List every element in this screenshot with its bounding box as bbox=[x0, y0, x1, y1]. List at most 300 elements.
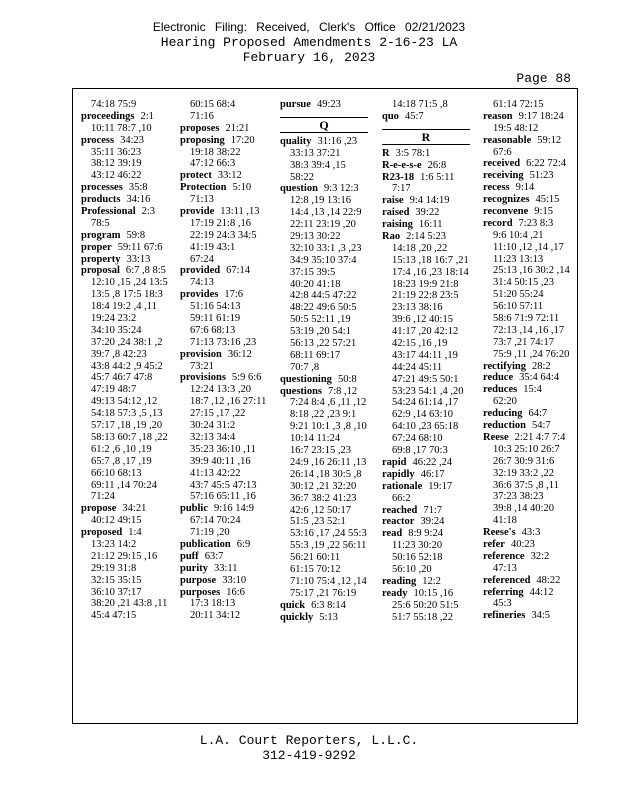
index-term: R-e-e-s-e bbox=[382, 159, 422, 171]
index-term: reduces bbox=[483, 384, 518, 396]
index-entry bbox=[180, 289, 275, 301]
index-continuation: 49:13 54:12 ,12 bbox=[91, 396, 158, 408]
index-continuation: 41:13 42:22 bbox=[190, 467, 241, 479]
index-refs: 64:7 bbox=[528, 408, 548, 420]
index-continuation: 69:11 ,14 70:24 bbox=[91, 479, 157, 491]
index-entry bbox=[382, 588, 477, 600]
index-continuation: 39:9 40:11 ,16 bbox=[190, 455, 251, 467]
index-continuation: 72:13 ,14 ,16 ,17 bbox=[493, 324, 565, 336]
index-term: proposal bbox=[81, 265, 120, 277]
index-term: propose bbox=[81, 503, 117, 515]
index-term: provide bbox=[180, 206, 215, 218]
index-continuation: 15:13 ,18 16:7 ,21 bbox=[392, 254, 469, 266]
index-entry bbox=[382, 160, 477, 172]
index-entry bbox=[483, 194, 578, 206]
index-continuation: 75:9 ,11 ,24 76:20 bbox=[493, 348, 570, 360]
index-continuation: 56:21 60:11 bbox=[290, 552, 341, 564]
index-refs: 50:8 bbox=[337, 373, 357, 385]
index-continuation: 19:5 48:12 bbox=[493, 122, 539, 134]
index-continuation: 41:18 bbox=[493, 515, 517, 527]
index-continuation: 73:7 ,21 74:17 bbox=[493, 336, 554, 348]
index-term: provides bbox=[180, 289, 219, 301]
index-continuation: 25:6 50:20 51:5 bbox=[392, 599, 459, 611]
index-continuation: 62:9 ,14 63:10 bbox=[392, 409, 453, 421]
index-continuation: 38:20 ,21 43:8 ,11 bbox=[91, 598, 168, 610]
index-entry bbox=[180, 182, 275, 194]
index-entry bbox=[280, 136, 375, 148]
index-refs: 33:10 bbox=[222, 574, 247, 586]
index-refs: 7:23 8:3 bbox=[518, 217, 554, 229]
index-continuation: 9:21 10:1 ,3 ,8 ,10 bbox=[290, 421, 367, 433]
index-continuation: 53:23 54:1 ,4 ,20 bbox=[392, 385, 464, 397]
index-term: received bbox=[483, 158, 521, 170]
index-continuation: 37:23 38:23 bbox=[493, 491, 544, 503]
index-continuation: 39:6 ,12 40:15 bbox=[392, 314, 453, 326]
index-entry bbox=[280, 374, 375, 386]
section-letter: Q bbox=[280, 117, 368, 133]
index-entry bbox=[483, 408, 578, 420]
index-term: protect bbox=[180, 170, 212, 182]
index-entry bbox=[180, 575, 275, 587]
index-entry bbox=[81, 503, 176, 515]
index-term: purposes bbox=[180, 586, 221, 598]
index-term: R23-18 bbox=[382, 171, 415, 183]
index-continuation: 36:7 38:2 41:23 bbox=[290, 492, 357, 504]
index-entry bbox=[483, 361, 578, 373]
index-continuation: 47:21 49:5 50:1 bbox=[392, 373, 459, 385]
index-entry bbox=[81, 194, 176, 206]
index-continuation: 56:13 ,22 57:21 bbox=[290, 338, 357, 350]
index-term: R bbox=[382, 147, 390, 159]
index-entry bbox=[483, 206, 578, 218]
index-continuation: 32:15 35:15 bbox=[91, 574, 142, 586]
index-refs: 5:9 6:6 bbox=[231, 372, 262, 384]
index-entry bbox=[483, 551, 578, 563]
index-term: reactor bbox=[382, 516, 415, 528]
index-continuation: 7:17 bbox=[392, 183, 411, 195]
index-continuation: 43:8 44:2 ,9 45:2 bbox=[91, 360, 163, 372]
index-continuation: 30:12 ,21 32:20 bbox=[290, 480, 357, 492]
index-frame bbox=[72, 88, 578, 724]
index-refs: 32:2 bbox=[530, 550, 550, 562]
index-continuation: 66:2 bbox=[392, 492, 411, 504]
index-refs: 36:12 bbox=[227, 348, 252, 360]
index-continuation: 62:20 bbox=[493, 396, 517, 408]
index-continuation: 17:19 21:8 ,16 bbox=[190, 217, 251, 229]
index-refs: 19:17 bbox=[428, 480, 453, 492]
index-column-4 bbox=[382, 99, 477, 623]
index-refs: 34:21 bbox=[122, 503, 147, 515]
index-refs: 51:23 bbox=[529, 170, 554, 182]
index-entry bbox=[483, 158, 578, 170]
index-continuation: 71:16 bbox=[190, 110, 214, 122]
index-refs: 6:3 8:14 bbox=[311, 599, 346, 611]
index-continuation: 66:10 68:13 bbox=[91, 467, 142, 479]
index-continuation: 11:10 ,12 ,14 ,17 bbox=[493, 241, 564, 253]
index-entry bbox=[483, 182, 578, 194]
index-refs: 33:13 bbox=[126, 253, 151, 265]
index-refs: 17:6 bbox=[224, 289, 243, 301]
index-entry bbox=[483, 384, 578, 396]
index-term: raise bbox=[382, 195, 404, 207]
index-term: quo bbox=[382, 110, 399, 122]
index-term: ready bbox=[382, 587, 408, 599]
document-date: February 16, 2023 bbox=[242, 50, 376, 65]
index-term: processes bbox=[81, 182, 123, 194]
page-number: Page 88 bbox=[516, 71, 571, 86]
index-continuation: 14:18 71:5 ,8 bbox=[392, 99, 448, 110]
index-entry bbox=[483, 587, 578, 599]
index-entry bbox=[483, 111, 578, 123]
index-term: Reese bbox=[483, 431, 509, 443]
index-term: reduction bbox=[483, 420, 526, 432]
index-term: property bbox=[81, 253, 121, 265]
index-term: quickly bbox=[280, 611, 314, 623]
index-term: provisions bbox=[180, 372, 226, 384]
index-entry bbox=[81, 265, 176, 277]
index-entry bbox=[81, 182, 176, 194]
index-entry bbox=[180, 539, 275, 551]
index-entry bbox=[81, 230, 176, 242]
index-refs: 9:16 14:9 bbox=[214, 503, 254, 515]
index-refs: 45:7 bbox=[404, 110, 424, 122]
index-entry bbox=[280, 612, 375, 624]
index-term: publication bbox=[180, 538, 231, 550]
index-refs: 6:22 72:4 bbox=[526, 158, 567, 170]
index-entry bbox=[180, 206, 275, 218]
index-term: read bbox=[382, 528, 403, 540]
index-refs: 46:22 ,24 bbox=[412, 456, 453, 468]
index-term: reconvene bbox=[483, 206, 529, 218]
index-refs: 35:8 bbox=[128, 182, 148, 194]
index-refs: 33:11 bbox=[214, 562, 238, 574]
index-continuation: 41:17 ,20 42:12 bbox=[392, 326, 459, 338]
index-entry bbox=[180, 170, 275, 182]
document-title: Hearing Proposed Amendments 2-16-23 LA bbox=[160, 35, 458, 50]
index-entry bbox=[180, 587, 275, 599]
index-continuation: 16:7 23:15 ,23 bbox=[290, 445, 351, 457]
index-term: record bbox=[483, 217, 513, 229]
index-entry bbox=[280, 183, 375, 195]
index-refs: 54:7 bbox=[531, 420, 551, 432]
index-continuation: 37:15 39:5 bbox=[290, 266, 336, 278]
index-continuation: 42:8 44:5 47:22 bbox=[290, 290, 357, 302]
index-term: questioning bbox=[280, 373, 332, 385]
index-continuation: 71:13 bbox=[190, 194, 214, 206]
index-column-3 bbox=[280, 99, 375, 623]
index-continuation: 7:24 8:4 ,6 ,11 ,12 bbox=[290, 397, 367, 409]
index-term: proposing bbox=[180, 134, 225, 146]
index-refs: 34:16 bbox=[126, 194, 151, 206]
index-refs: 46:17 bbox=[420, 468, 445, 480]
index-continuation: 38:12 39:19 bbox=[91, 158, 142, 170]
index-continuation: 17:3 18:13 bbox=[190, 598, 236, 610]
index-refs: 44:12 bbox=[529, 586, 554, 598]
index-entry bbox=[382, 457, 477, 469]
index-continuation: 19:24 23:2 bbox=[91, 313, 137, 325]
index-continuation: 71:19 ,20 bbox=[190, 527, 230, 539]
index-continuation: 26:14 ,18 30:5 ,8 bbox=[290, 468, 362, 480]
index-term: referring bbox=[483, 586, 524, 598]
index-term: proper bbox=[81, 241, 112, 253]
index-continuation: 75:17 ,21 76:19 bbox=[290, 587, 357, 599]
index-refs: 16:6 bbox=[226, 586, 245, 598]
index-continuation: 47:19 48:7 bbox=[91, 384, 137, 396]
index-term: process bbox=[81, 134, 115, 146]
index-entry bbox=[382, 207, 477, 219]
index-continuation: 65:7 ,8 ,17 ,19 bbox=[91, 455, 152, 467]
index-entry bbox=[180, 349, 275, 361]
index-continuation: 21:12 29:15 ,16 bbox=[91, 550, 158, 562]
index-term: rationale bbox=[382, 480, 423, 492]
index-continuation: 40:12 49:15 bbox=[91, 515, 142, 527]
index-entry bbox=[382, 469, 477, 481]
index-entry bbox=[81, 527, 176, 539]
index-continuation: 34:9 35:10 37:4 bbox=[290, 254, 357, 266]
index-continuation: 56:10 ,20 bbox=[392, 563, 432, 575]
index-entry bbox=[483, 420, 578, 432]
index-continuation: 71:10 75:4 ,12 ,14 bbox=[290, 575, 367, 587]
index-refs: 43:3 bbox=[521, 527, 541, 539]
index-continuation: 21:19 22:8 23:5 bbox=[392, 290, 459, 302]
index-continuation: 34:10 35:24 bbox=[91, 324, 142, 336]
index-continuation: 68:11 69:17 bbox=[290, 349, 341, 361]
index-term: products bbox=[81, 194, 121, 206]
index-continuation: 55:3 ,19 ,22 56:11 bbox=[290, 540, 367, 552]
filing-stamp: Electronic Filing: Received, Clerk's Office 02/21/2023 bbox=[152, 20, 466, 34]
index-continuation: 58:6 71:9 72:11 bbox=[493, 313, 560, 325]
index-refs: 10:15 ,16 bbox=[413, 587, 454, 599]
index-continuation: 69:8 ,17 70:3 bbox=[392, 445, 448, 457]
index-continuation: 9:6 10:4 ,21 bbox=[493, 229, 544, 241]
index-entry bbox=[382, 505, 477, 517]
index-entry bbox=[81, 135, 176, 147]
index-continuation: 50:5 52:11 ,19 bbox=[290, 314, 351, 326]
index-term: rapid bbox=[382, 456, 407, 468]
index-continuation: 18:4 19:2 ,4 ,11 bbox=[91, 301, 157, 313]
index-term: refineries bbox=[483, 610, 526, 622]
index-entry bbox=[382, 172, 477, 184]
index-refs: 34:5 bbox=[531, 610, 551, 622]
index-continuation: 78:5 bbox=[91, 217, 110, 229]
index-entry bbox=[81, 242, 176, 254]
index-refs: 13:11 ,13 bbox=[220, 206, 260, 218]
index-continuation: 53:19 ,20 54:1 bbox=[290, 326, 351, 338]
index-entry bbox=[483, 170, 578, 182]
index-column-5 bbox=[483, 99, 578, 622]
index-continuation: 51:20 55:24 bbox=[493, 289, 544, 301]
index-continuation: 51:16 54:13 bbox=[190, 301, 241, 313]
index-continuation: 54:18 57:3 ,5 ,13 bbox=[91, 408, 163, 420]
index-term: Reese's bbox=[483, 527, 516, 539]
index-term: reading bbox=[382, 575, 417, 587]
index-refs: 40:23 bbox=[510, 538, 535, 550]
section-letter: R bbox=[382, 129, 470, 145]
index-continuation: 45:7 46:7 47:8 bbox=[91, 372, 153, 384]
index-entry bbox=[382, 195, 477, 207]
index-continuation: 32:13 34:4 bbox=[190, 431, 236, 443]
index-refs: 5:10 bbox=[232, 182, 252, 194]
index-continuation: 30:24 31:2 bbox=[190, 420, 236, 432]
index-continuation: 50:16 52:18 bbox=[392, 552, 443, 564]
index-term: program bbox=[81, 229, 121, 241]
footer-phone: 312-419-9292 bbox=[262, 748, 356, 763]
index-entry bbox=[81, 254, 176, 266]
index-continuation: 35:23 36:10 ,11 bbox=[190, 443, 256, 455]
index-continuation: 14:18 ,20 ,22 bbox=[392, 242, 448, 254]
index-term: questions bbox=[280, 385, 323, 397]
index-term: reference bbox=[483, 550, 525, 562]
index-refs: 2:14 5:23 bbox=[406, 231, 447, 243]
index-entry bbox=[180, 551, 275, 563]
index-continuation: 51:5 ,23 52:1 bbox=[290, 516, 346, 528]
index-continuation: 45:3 bbox=[493, 598, 512, 610]
index-entry bbox=[180, 372, 275, 384]
index-continuation: 53:16 ,17 ,24 55:3 bbox=[290, 528, 367, 540]
index-entry bbox=[180, 265, 275, 277]
index-continuation: 13:23 14:2 bbox=[91, 538, 137, 550]
index-continuation: 29:13 30:22 bbox=[290, 231, 341, 243]
index-refs: 7:8 ,12 bbox=[328, 385, 358, 397]
index-term: Professional bbox=[81, 206, 136, 218]
index-continuation: 27:15 ,17 ,22 bbox=[190, 408, 246, 420]
index-refs: 2:1 bbox=[140, 110, 154, 122]
index-term: provided bbox=[180, 265, 221, 277]
index-term: purpose bbox=[180, 574, 217, 586]
index-entry bbox=[483, 610, 578, 622]
index-continuation: 10:14 11:24 bbox=[290, 433, 341, 445]
index-continuation: 18:23 19:9 21:8 bbox=[392, 278, 459, 290]
index-continuation: 43:7 45:5 47:13 bbox=[190, 479, 257, 491]
index-term: raised bbox=[382, 207, 410, 219]
index-refs: 59:12 bbox=[537, 134, 562, 146]
index-continuation: 25:13 ,16 30:2 ,14 bbox=[493, 265, 570, 277]
index-continuation: 48:22 49:6 50:5 bbox=[290, 302, 357, 314]
index-term: Protection bbox=[180, 182, 227, 194]
index-entry bbox=[180, 123, 275, 135]
index-refs: 63:7 bbox=[204, 550, 224, 562]
index-entry bbox=[483, 372, 578, 384]
index-continuation: 35:11 36:23 bbox=[91, 146, 142, 158]
index-continuation: 40:20 41:18 bbox=[290, 278, 341, 290]
index-refs: 67:14 bbox=[226, 265, 250, 277]
footer-company: L.A. Court Reporters, L.L.C. bbox=[199, 733, 419, 748]
index-refs: 9:3 12:3 bbox=[323, 183, 359, 195]
index-continuation: 61:15 70:12 bbox=[290, 563, 341, 575]
index-term: public bbox=[180, 503, 209, 515]
index-continuation: 22:19 24:3 34:5 bbox=[190, 229, 257, 241]
index-refs: 9:4 14:19 bbox=[409, 195, 450, 207]
index-refs: 2:3 bbox=[141, 206, 156, 218]
index-refs: 12:2 bbox=[422, 575, 441, 587]
index-continuation: 32:19 33:2 ,22 bbox=[493, 467, 554, 479]
index-entry bbox=[81, 206, 176, 218]
index-refs: 49:23 bbox=[316, 99, 341, 110]
index-term: quick bbox=[280, 599, 306, 611]
index-refs: 34:23 bbox=[120, 134, 144, 146]
index-refs: 28:2 bbox=[531, 360, 551, 372]
index-refs: 45:15 bbox=[535, 194, 560, 206]
index-term: referenced bbox=[483, 574, 531, 586]
index-entry bbox=[382, 576, 477, 588]
index-entry bbox=[180, 503, 275, 515]
index-continuation: 58:22 bbox=[290, 171, 314, 183]
index-refs: 39:24 bbox=[420, 516, 445, 528]
index-continuation: 8:18 ,22 ,23 9:1 bbox=[290, 409, 357, 421]
index-refs: 59:8 bbox=[126, 229, 146, 241]
index-continuation: 11:23 30:20 bbox=[392, 540, 443, 552]
index-refs: 39:22 bbox=[415, 207, 440, 219]
index-continuation: 23:13 38:16 bbox=[392, 302, 443, 314]
index-entry bbox=[382, 516, 477, 528]
index-term: rapidly bbox=[382, 468, 415, 480]
index-continuation: 67:6 bbox=[493, 146, 512, 158]
index-continuation: 39:8 ,14 40:20 bbox=[493, 503, 554, 515]
index-continuation: 57:17 ,18 ,19 ,20 bbox=[91, 420, 163, 432]
index-term: reason bbox=[483, 110, 513, 122]
index-entry bbox=[280, 386, 375, 398]
index-term: receiving bbox=[483, 170, 524, 182]
index-continuation: 71:24 bbox=[91, 491, 115, 503]
index-continuation: 56:10 57:11 bbox=[493, 301, 544, 313]
index-term: reduce bbox=[483, 372, 514, 384]
index-continuation: 18:7 ,12 ,16 27:11 bbox=[190, 396, 267, 408]
index-entry bbox=[483, 527, 578, 539]
index-refs: 1:6 5:11 bbox=[420, 171, 455, 183]
index-continuation: 67:6 68:13 bbox=[190, 324, 236, 336]
index-term: recognizes bbox=[483, 194, 530, 206]
index-continuation: 43:17 44:11 ,19 bbox=[392, 349, 458, 361]
index-refs: 35:4 64:4 bbox=[519, 372, 560, 384]
index-continuation: 71:13 73:16 ,23 bbox=[190, 336, 257, 348]
index-continuation: 14:4 ,13 ,14 22:9 bbox=[290, 207, 362, 219]
index-refs: 6:9 bbox=[236, 538, 251, 550]
index-refs: 33:12 bbox=[217, 170, 242, 182]
index-continuation: 61:2 ,6 ,10 ,19 bbox=[91, 443, 152, 455]
index-continuation: 42:6 ,12 50:17 bbox=[290, 504, 351, 516]
index-continuation: 33:13 37:21 bbox=[290, 147, 341, 159]
index-refs: 6:7 ,8 8:5 bbox=[125, 265, 166, 277]
index-term: quality bbox=[280, 135, 312, 147]
index-continuation: 12:10 ,15 ,24 13:5 bbox=[91, 277, 168, 289]
index-term: reached bbox=[382, 504, 418, 516]
index-continuation: 22:11 23:19 ,20 bbox=[290, 219, 356, 231]
index-entry bbox=[180, 563, 275, 575]
index-continuation: 11:23 13:13 bbox=[493, 253, 544, 265]
index-refs: 9:14 bbox=[515, 182, 535, 194]
index-continuation: 45:4 47:15 bbox=[91, 610, 137, 622]
index-continuation: 17:4 ,16 ,23 18:14 bbox=[392, 266, 469, 278]
index-continuation: 37:20 ,24 38:1 ,2 bbox=[91, 336, 163, 348]
index-continuation: 51:7 55:18 ,22 bbox=[392, 611, 453, 623]
index-refs: 59:11 67:6 bbox=[117, 241, 163, 253]
index-continuation: 41:19 43:1 bbox=[190, 241, 236, 253]
index-entry bbox=[280, 600, 375, 612]
index-entry bbox=[180, 135, 275, 147]
index-refs: 17:20 bbox=[230, 134, 255, 146]
index-continuation: 29:19 31:8 bbox=[91, 562, 137, 574]
index-term: Rao bbox=[382, 231, 401, 243]
index-continuation: 47:12 66:3 bbox=[190, 158, 236, 170]
index-continuation: 31:4 50:15 ,23 bbox=[493, 277, 554, 289]
index-continuation: 61:14 72:15 bbox=[493, 99, 544, 110]
index-term: refer bbox=[483, 538, 505, 550]
index-entry bbox=[483, 135, 578, 147]
index-continuation: 54:24 61:14 ,17 bbox=[392, 397, 459, 409]
index-continuation: 57:16 65:11 ,16 bbox=[190, 491, 256, 503]
index-continuation: 74:13 bbox=[190, 277, 214, 289]
index-refs: 9:17 18:24 bbox=[518, 110, 564, 122]
